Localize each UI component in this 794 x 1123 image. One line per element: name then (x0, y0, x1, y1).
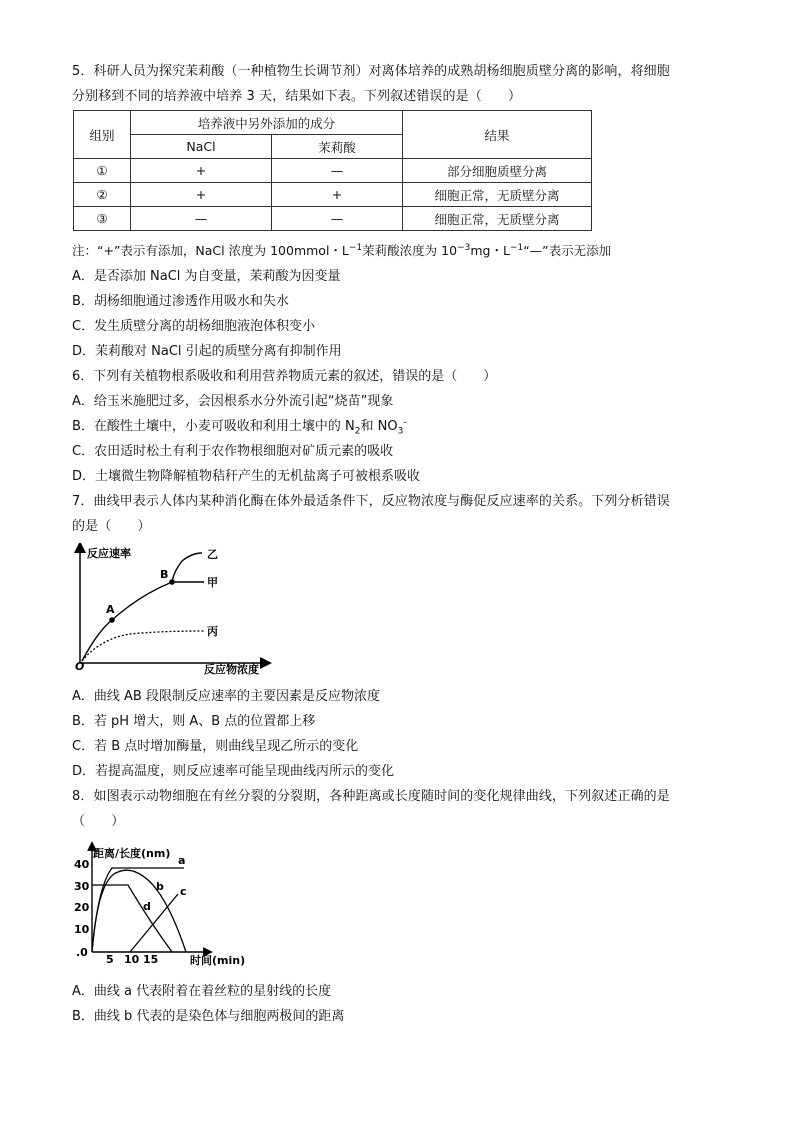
curve-c (130, 894, 178, 952)
q7-stem-line2: 的是（ ） (72, 519, 151, 534)
x-axis-label: 时间(min) (190, 954, 246, 967)
point-b-marker (169, 579, 175, 585)
x-axis-label: 反应物浓度 (204, 663, 259, 676)
curve-yi-label: 乙 (207, 548, 218, 561)
table-cell-nacl: + (131, 159, 272, 183)
q5-option-c[interactable]: C．发生质壁分离的胡杨细胞液泡体积变小 (72, 319, 316, 334)
table-cell-group: ② (74, 183, 131, 207)
q7-option-b[interactable]: B．若 pH 增大，则 A、B 点的位置都上移 (72, 714, 316, 729)
y-tick-label: 40 (74, 858, 90, 871)
q5-option-b[interactable]: B．胡杨细胞通过渗透作用吸水和失水 (72, 294, 289, 309)
curve-bing-label: 丙 (207, 625, 218, 638)
curve-jia (82, 582, 204, 661)
point-b-label: B (160, 568, 169, 581)
q8-mitosis-graph (68, 840, 258, 970)
table-row (74, 207, 592, 231)
curve-jia-label: 甲 (207, 576, 218, 589)
q6-stem: 6．下列有关植物根系吸收和利用营养物质元素的叙述，错误的是（ ） (72, 369, 497, 384)
q8-option-b[interactable]: B．曲线 b 代表的是染色体与细胞两极间的距离 (72, 1009, 345, 1024)
table-cell-result: 部分细胞质壁分离 (403, 159, 592, 183)
curve-yi (172, 553, 202, 582)
y-tick-label: 30 (74, 880, 90, 893)
table-cell-jasmonic: — (272, 159, 403, 183)
q5-stem-line1: 5．科研人员为探究茉莉酸（一种植物生长调节剂）对离体培养的成熟胡杨细胞质壁分离的影响，将细胞 (72, 64, 670, 79)
y-axis-label: 反应速率 (87, 547, 131, 560)
curve-d-label: d (143, 900, 151, 913)
point-a-marker (109, 617, 115, 623)
table-cell-result: 细胞正常，无质壁分离 (403, 207, 592, 231)
table-header-nacl: NaCl (131, 135, 272, 159)
q7-option-d[interactable]: D．若提高温度，则反应速率可能呈现曲线丙所示的变化 (72, 764, 395, 779)
table-header-result: 结果 (403, 111, 592, 159)
q5-table-note: 注：“+”表示有添加，NaCl 浓度为 100mmol・$L^{-1}$茉莉酸浓度为 $10^{-3}mg$・$L^{-1}“—$”表示无添加 (72, 242, 612, 258)
table-cell-group: ① (74, 159, 131, 183)
q8-stem-line1: 8．如图表示动物细胞在有丝分裂的分裂期，各种距离或长度随时间的变化规律曲线，下列叙述正确的是 (72, 789, 670, 804)
table-cell-group: ③ (74, 207, 131, 231)
q8-option-a[interactable]: A．曲线 a 代表附着在着丝粒的星射线的长度 (72, 984, 332, 999)
table-row (74, 159, 592, 183)
y-tick-label: 10 (74, 923, 90, 936)
point-a-label: A (106, 603, 115, 616)
q7-option-c[interactable]: C．若 B 点时增加酶量，则曲线呈现乙所示的变化 (72, 739, 359, 754)
y-axis-label: 距离/长度(nm) (93, 847, 171, 860)
table-cell-result: 细胞正常，无质壁分离 (403, 183, 592, 207)
q8-stem-line2: （ ） (72, 814, 125, 829)
curve-c-label: c (180, 885, 187, 898)
curve-a-label: a (178, 854, 186, 867)
curve-a (92, 868, 184, 952)
x-tick-label: 15 (143, 953, 159, 966)
x-tick-label: 10 (124, 953, 140, 966)
curve-b-label: b (156, 880, 164, 893)
q5-option-a[interactable]: A．是否添加 NaCl 为自变量，茉莉酸为因变量 (72, 269, 341, 284)
table-cell-nacl: + (131, 183, 272, 207)
q6-option-b[interactable]: B．在酸性土壤中，小麦可吸收和利用土壤中的 $N_2$和 $NO_3^-$ (72, 417, 407, 437)
table-cell-nacl: — (131, 207, 272, 231)
table-cell-jasmonic: — (272, 207, 403, 231)
table-cell-jasmonic: + (272, 183, 403, 207)
table-header-added: 培养液中另外添加的成分 (131, 111, 403, 135)
table-header-group: 组别 (74, 111, 131, 159)
q5-stem-line2: 分别移到不同的培养液中培养 3 天，结果如下表。下列叙述错误的是（ ） (72, 89, 522, 104)
q5-option-d[interactable]: D．茉莉酸对 NaCl 引起的质壁分离有抑制作用 (72, 344, 342, 359)
x-tick-label: 5 (106, 953, 114, 966)
table-header-jasmonic: 茉莉酸 (272, 135, 403, 159)
q5-result-table (73, 110, 592, 231)
y-tick-label: .0 (76, 946, 88, 959)
q7-option-a[interactable]: A．曲线 AB 段限制反应速率的主要因素是反应物浓度 (72, 689, 380, 704)
origin-label: O (75, 660, 85, 673)
y-tick-label: 20 (74, 901, 90, 914)
curve-bing (82, 631, 204, 661)
q7-enzyme-graph (70, 543, 280, 678)
q6-option-a[interactable]: A．给玉米施肥过多，会因根系水分外流引起“烧苗”现象 (72, 394, 394, 409)
q6-option-c[interactable]: C．农田适时松土有利于农作物根细胞对矿质元素的吸收 (72, 444, 394, 459)
q6-option-d[interactable]: D．土壤微生物降解植物秸秆产生的无机盐离子可被根系吸收 (72, 469, 421, 484)
q7-stem-line1: 7．曲线甲表示人体内某种消化酶在体外最适条件下，反应物浓度与酶促反应速率的关系。下列分析错误 (72, 494, 670, 509)
curve-b (92, 870, 186, 952)
table-row (74, 183, 592, 207)
